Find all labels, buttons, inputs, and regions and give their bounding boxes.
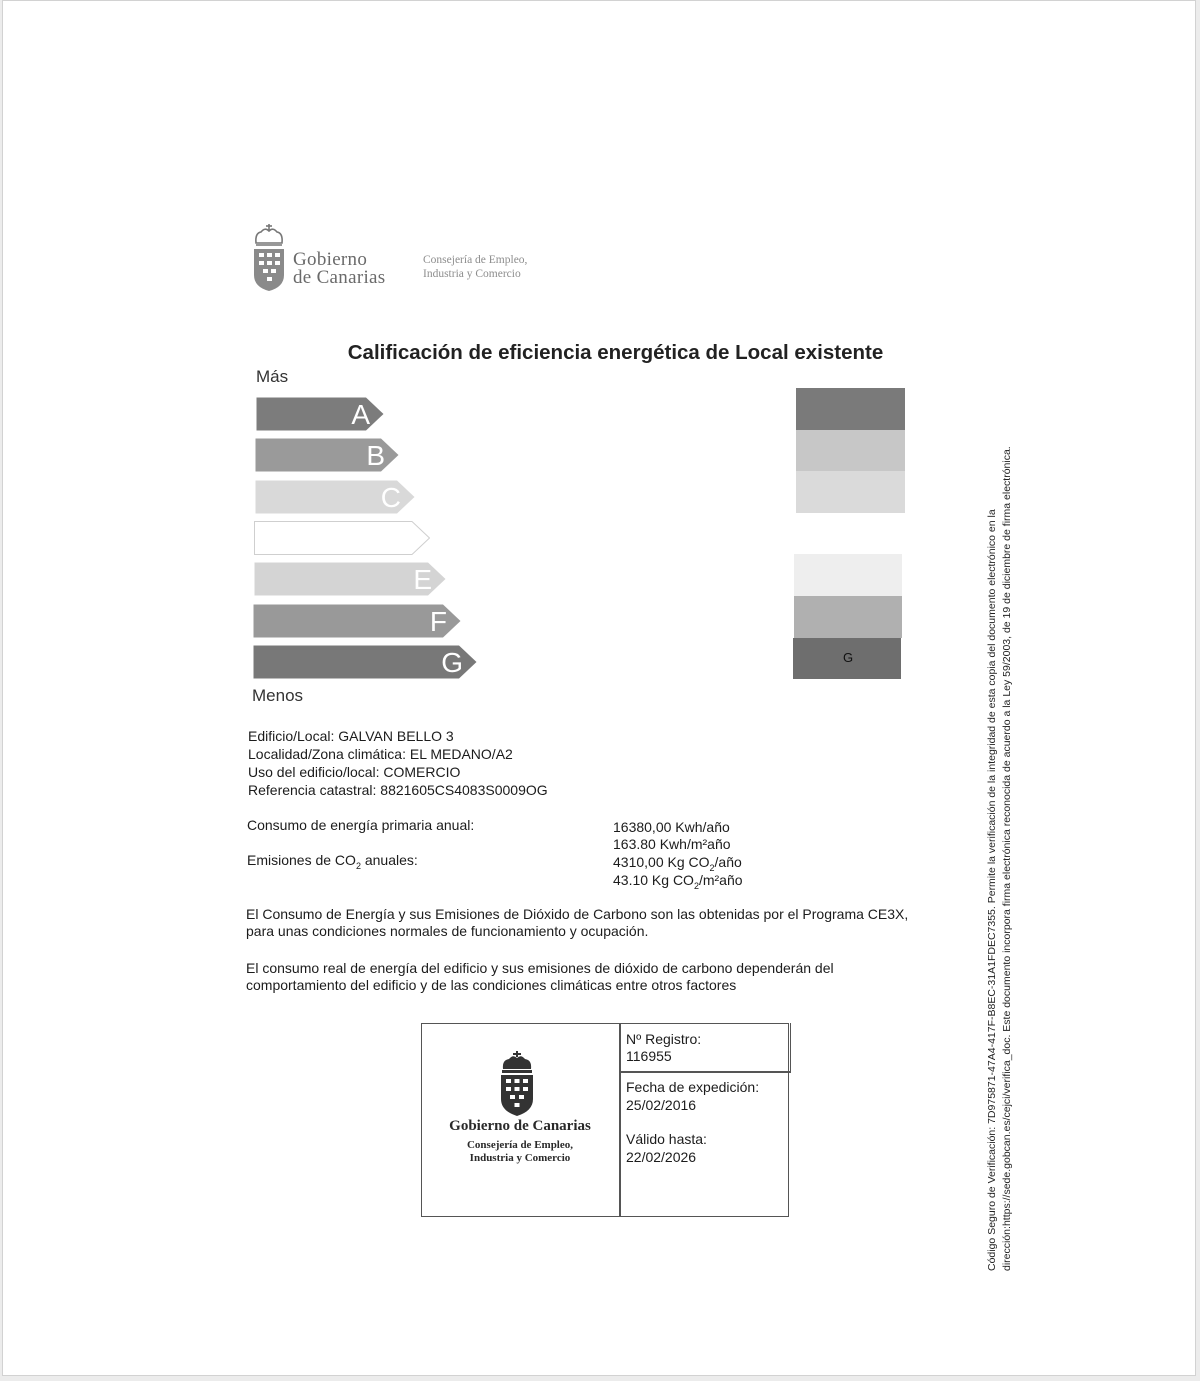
note-1-line1: El Consumo de Energía y sus Emisiones de Dióxido de Carbono son las obtenidas por el Programa CE3X,: [246, 906, 909, 922]
logo-text-line1: Gobierno: [293, 249, 368, 270]
rating-block: [796, 471, 905, 513]
note-2-line1: El consumo real de energía del edificio y sus emisiones de dióxido de carbono dependerán del: [246, 960, 834, 976]
energy-class-a: [256, 397, 384, 431]
issue-date-value: 25/02/2016: [626, 1097, 697, 1113]
registry-number-label: Nº Registro:: [626, 1031, 702, 1047]
department-line1: Consejería de Empleo,: [423, 254, 528, 266]
building-use: Uso del edificio/local: COMERCIO: [248, 764, 461, 780]
energy-consumption-label: Consumo de energía primaria anual:: [247, 817, 475, 833]
co2-emissions-label: Emisiones de $CO_2$ anuales:: [247, 852, 418, 871]
energy-class-c: [255, 480, 415, 514]
energy-consumption-per-m2: 163.80 Kwh/m²año: [613, 836, 731, 852]
valid-until-label: Válido hasta:: [626, 1131, 707, 1147]
energy-class-letter: G: [441, 646, 463, 678]
verification-line1: Código Seguro de Verificación: 7D975871-47A4-417F-B8EC-31A1FDEC7355. Permite la verificación de la integridad de esta copia del documento electrónico en la: [986, 509, 998, 1271]
stamp-government-name: Gobierno de Canarias: [449, 1118, 591, 1134]
coat-of-arms-icon: [251, 223, 287, 293]
building-name: Edificio/Local: GALVAN BELLO 3: [248, 728, 454, 744]
coat-of-arms-icon: [497, 1051, 537, 1117]
energy-class-f: [253, 604, 461, 638]
scale-top-label: Más: [256, 367, 289, 386]
co2-emissions-per-m2: 43.10 Kg $CO_2$/m²año: [613, 872, 743, 891]
rating-block: [796, 388, 905, 430]
energy-consumption-total: 16380,00 Kwh/año: [613, 819, 730, 835]
cadastral-reference: Referencia catastral: 8821605CS4083S0009OG: [248, 782, 548, 798]
page-title: Calificación de eficiencia energética de Local existente: [347, 341, 884, 364]
energy-class-letter: F: [429, 605, 447, 637]
energy-class-letter: C: [380, 481, 401, 513]
energy-class-letter: E: [413, 564, 432, 596]
rating-letter: G: [843, 650, 854, 665]
issue-date-label: Fecha de expedición:: [626, 1079, 760, 1095]
energy-class-letter: A: [351, 399, 370, 430]
energy-class-g: [253, 645, 477, 679]
rating-block: [794, 596, 902, 638]
energy-class-d: [254, 521, 430, 555]
energy-arrow-shape: [255, 521, 430, 554]
document-page: [2, 0, 1196, 1376]
note-1-line2: para unas condiciones normales de funcionamiento y ocupación.: [246, 923, 649, 939]
verification-line2: dirección:https://sede.gobcan.es/cejci/verifica_doc. Este documento incorpora firma electrónica reconocida de acuerdo a la Ley 59/2003, de 19 de diciembre de firma electrónica.: [1001, 446, 1013, 1271]
building-location: Localidad/Zona climática: EL MEDANO/A2: [248, 746, 513, 762]
valid-until-value: 22/02/2026: [626, 1149, 697, 1165]
stamp-department-line2: Industria y Comercio: [469, 1152, 571, 1164]
rating-block: [796, 430, 905, 471]
department-line2: Industria y Comercio: [423, 268, 521, 280]
rating-block: [794, 554, 902, 596]
registry-cell-divider: [619, 1071, 791, 1073]
energy-class-b: [255, 438, 399, 472]
co2-emissions-total: 4310,00 Kg $CO_2$/año: [613, 854, 742, 873]
stamp-department-line1: Consejería de Empleo,: [466, 1139, 573, 1151]
note-2-line2: comportamiento del edificio y de las condiciones climáticas entre otros factores: [246, 977, 737, 993]
energy-class-letter: B: [366, 440, 385, 472]
scale-bottom-label: Menos: [252, 686, 304, 705]
verification-note: [985, 291, 1029, 1271]
registry-number-value: 116955: [626, 1048, 672, 1064]
logo-text-line2: de Canarias: [293, 267, 386, 288]
energy-class-e: [254, 562, 446, 596]
